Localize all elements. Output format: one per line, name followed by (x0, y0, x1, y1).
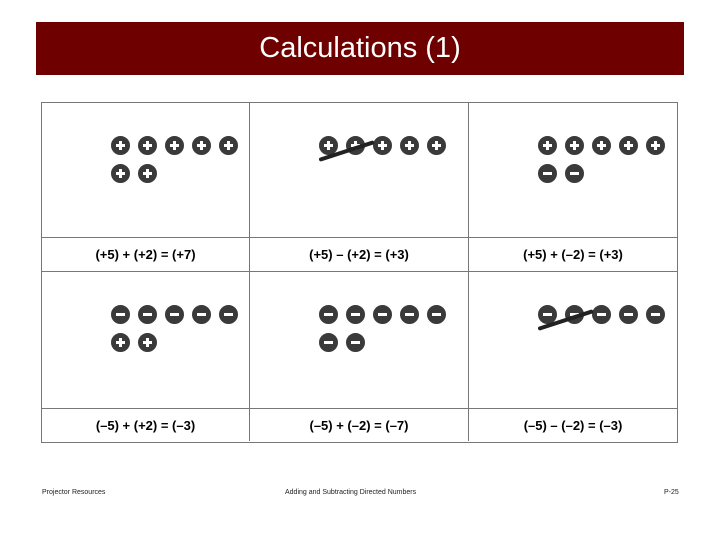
equation-text: (–5) + (+2) = (–3) (95, 417, 196, 433)
token-row (111, 136, 246, 161)
minus-counter-icon (111, 305, 130, 324)
token-row (319, 333, 454, 358)
minus-counter-icon (346, 305, 365, 324)
token-row (538, 136, 673, 161)
minus-counter-icon (165, 305, 184, 324)
equation-cell-5 (250, 409, 469, 441)
equation-cell-1 (42, 238, 250, 272)
token-row (111, 164, 246, 189)
minus-counter-icon (565, 164, 584, 183)
token-cell-6 (469, 272, 677, 409)
minus-counter-icon (192, 305, 211, 324)
plus-counter-icon (646, 136, 665, 155)
equation-text: (+5) + (+2) = (+7) (95, 247, 196, 262)
minus-counter-icon (373, 305, 392, 324)
minus-counter-icon (400, 305, 419, 324)
equation-text: (–5) – (–2) = (–3) (523, 417, 623, 433)
footer-center: Adding and Subtracting Directed Numbers (285, 489, 417, 496)
plus-counter-icon (111, 136, 130, 155)
minus-counter-icon (346, 333, 365, 352)
equation-cell-6 (469, 409, 677, 441)
minus-counter-icon (592, 305, 611, 324)
token-row (538, 305, 673, 330)
plus-counter-icon (592, 136, 611, 155)
equation-text: (+5) – (+2) = (+3) (309, 247, 409, 262)
equation-cell-2 (250, 238, 469, 272)
token-group (538, 136, 673, 192)
token-cell-1 (42, 103, 250, 238)
plus-counter-icon (619, 136, 638, 155)
token-row (538, 164, 673, 189)
token-group (319, 305, 454, 361)
token-cell-2 (250, 103, 469, 238)
footer-left: Projector Resources (42, 489, 106, 496)
token-group (319, 136, 454, 164)
minus-counter-icon (427, 305, 446, 324)
plus-counter-icon (565, 136, 584, 155)
plus-counter-icon (373, 136, 392, 155)
plus-counter-icon (138, 333, 157, 352)
token-cell-4 (42, 272, 250, 409)
minus-counter-icon (646, 305, 665, 324)
token-row (111, 333, 246, 358)
plus-counter-icon (138, 164, 157, 183)
minus-counter-icon (319, 333, 338, 352)
token-row (319, 305, 454, 330)
plus-counter-icon (111, 333, 130, 352)
plus-counter-icon (111, 164, 130, 183)
token-group (538, 305, 673, 333)
plus-counter-icon (219, 136, 238, 155)
minus-counter-icon (538, 164, 557, 183)
minus-counter-icon (219, 305, 238, 324)
token-cell-3 (469, 103, 677, 238)
equation-cell-3 (469, 238, 677, 272)
plus-counter-icon (538, 136, 557, 155)
plus-counter-icon (400, 136, 419, 155)
equation-text: (–5) + (–2) = (–7) (309, 417, 409, 433)
equation-cell-4 (42, 409, 250, 441)
minus-counter-icon (319, 305, 338, 324)
token-group (111, 136, 246, 192)
plus-counter-icon (427, 136, 446, 155)
token-row (319, 136, 454, 161)
title-bar (36, 22, 684, 75)
token-group (111, 305, 246, 361)
token-cell-5 (250, 272, 469, 409)
calculation-grid (41, 102, 678, 443)
equation-text: (+5) + (–2) = (+3) (523, 247, 623, 262)
slide-title: Calculations (1) (259, 32, 461, 64)
footer-page-number: P-25 (664, 489, 679, 496)
plus-counter-icon (165, 136, 184, 155)
minus-counter-icon (619, 305, 638, 324)
minus-counter-icon (138, 305, 157, 324)
plus-counter-icon (192, 136, 211, 155)
plus-counter-icon (138, 136, 157, 155)
token-row (111, 305, 246, 330)
